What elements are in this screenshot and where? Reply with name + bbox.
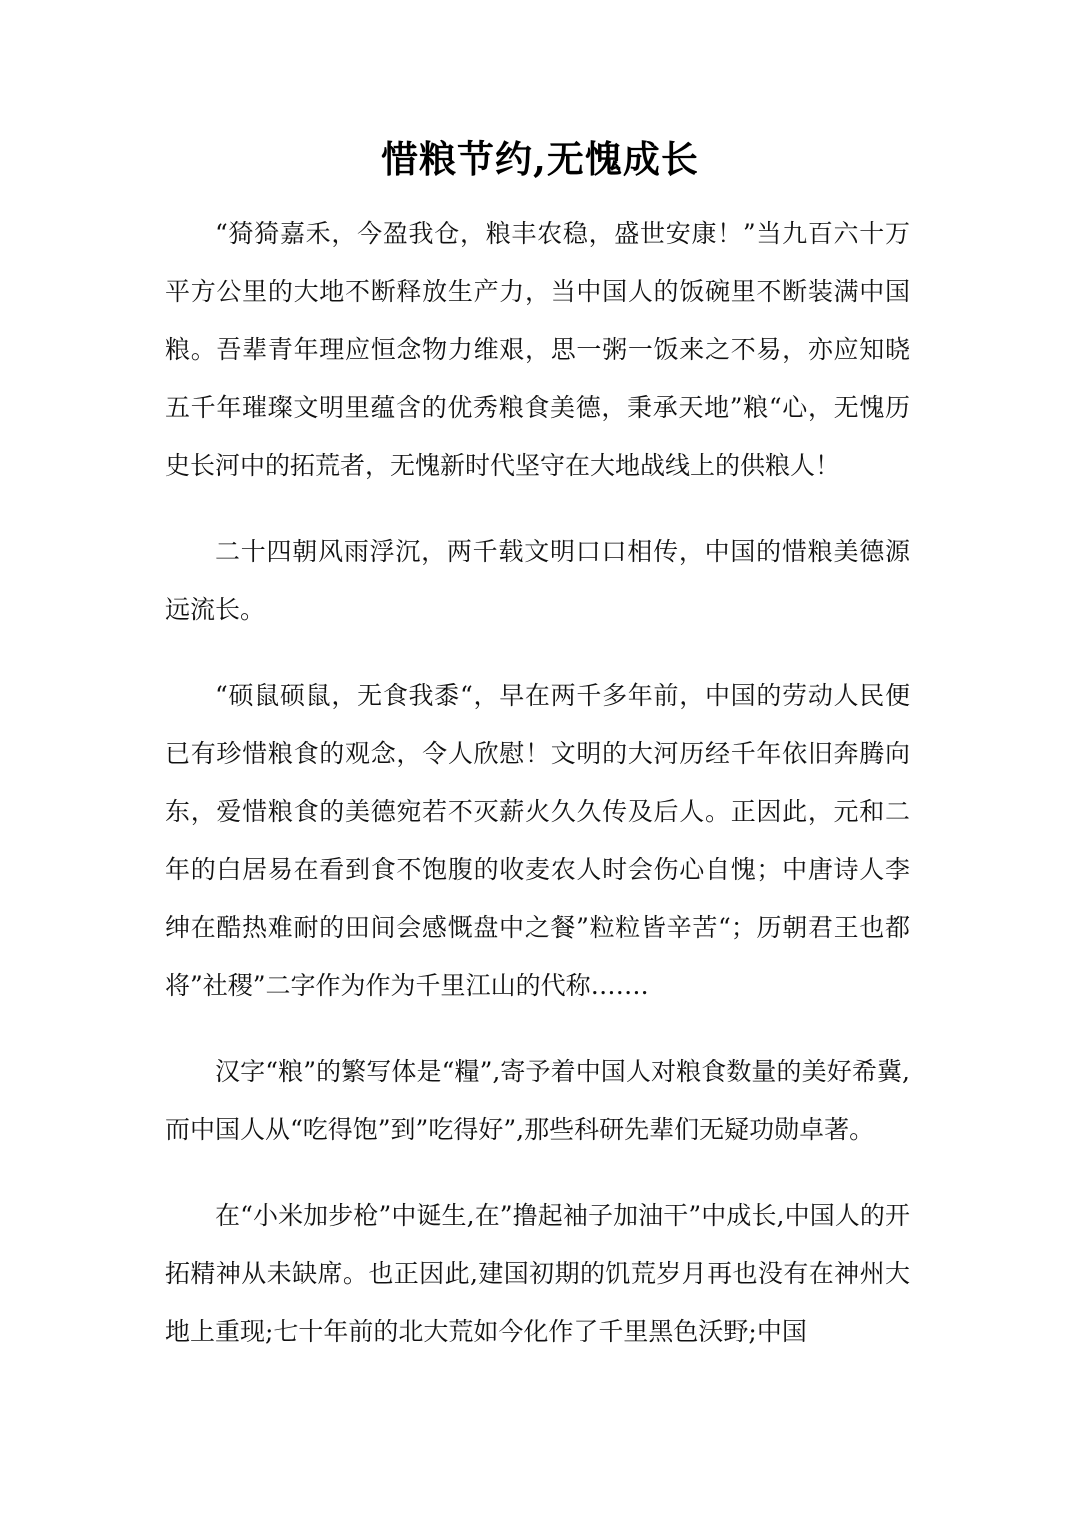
paragraph-1: “猗猗嘉禾，今盈我仓，粮丰农稳，盛世安康！”当九百六十万平方公里的大地不断释放生产力，当中国人的饭碗里不断装满中国粮。吾辈青年理应恒念物力维艰，思一粥一饭来之不易，亦应知晓五千年璀璨文明里蕴含的优秀粮食美德，秉承天地”粮“心，无愧历史长河中的拓荒者，无愧新时代坚守在大地战线上的供粮人！ — [165, 219, 910, 480]
paragraph-2: 二十四朝风雨浮沉，两千载文明口口相传，中国的惜粮美德源远流长。 — [165, 537, 910, 624]
paragraph-3: “硕鼠硕鼠，无食我黍“，早在两千多年前，中国的劳动人民便已有珍惜粮食的观念，令人欣慰！文明的大河历经千年依旧奔腾向东，爱惜粮食的美德宛若不灭薪火久久传及后人。正因此，元和二年的白居易在看到食不饱腹的收麦农人时会伤心自愧；中唐诗人李绅在酷热难耐的田间会感慨盘中之餐”粒粒皆辛苦“；历朝君王也都将”社稷”二字作为作为千里江山的代称……. — [165, 681, 910, 1000]
document-title: 惜粮节约,无愧成长 — [381, 137, 699, 181]
document-body — [165, 205, 910, 1389]
paragraph-4: 汉字“粮”的繁写体是“糧”,寄予着中国人对粮食数量的美好希冀,而中国人从“吃得饱”到”吃得好”,那些科研先辈们无疑功勋卓著。 — [165, 1057, 910, 1144]
paragraph-5: 在“小米加步枪”中诞生,在”撸起袖子加油干”中成长,中国人的开拓精神从未缺席。也正因此,建国初期的饥荒岁月再也没有在神州大地上重现;七十年前的北大荒如今化作了千里黑色沃野;中国 — [165, 1201, 910, 1346]
